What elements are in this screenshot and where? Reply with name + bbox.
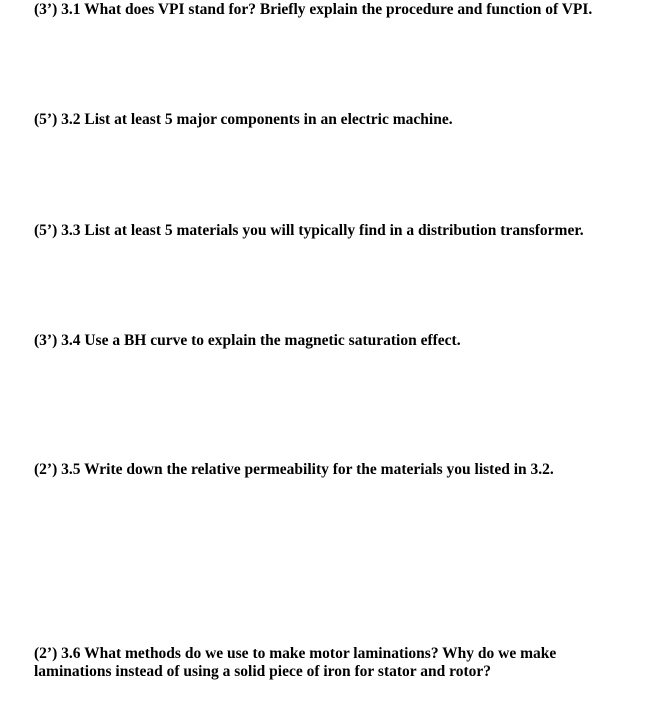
question-3-2: (5’) 3.2 List at least 5 major components in an electric machine. — [34, 111, 453, 128]
question-3-6: (2’) 3.6 What methods do we use to make motor laminations? Why do we make laminations instead of using a solid piece of iron for stator and rotor? — [34, 645, 557, 680]
question-3-5: (2’) 3.5 Write down the relative permeability for the materials you listed in 3.2. — [34, 461, 554, 478]
question-3-4: (3’) 3.4 Use a BH curve to explain the magnetic saturation effect. — [34, 332, 461, 349]
question-3-1: (3’) 3.1 What does VPI stand for? Briefly explain the procedure and function of VPI. — [34, 1, 593, 18]
question-3-3: (5’) 3.3 List at least 5 materials you will typically find in a distribution transformer. — [34, 222, 584, 239]
